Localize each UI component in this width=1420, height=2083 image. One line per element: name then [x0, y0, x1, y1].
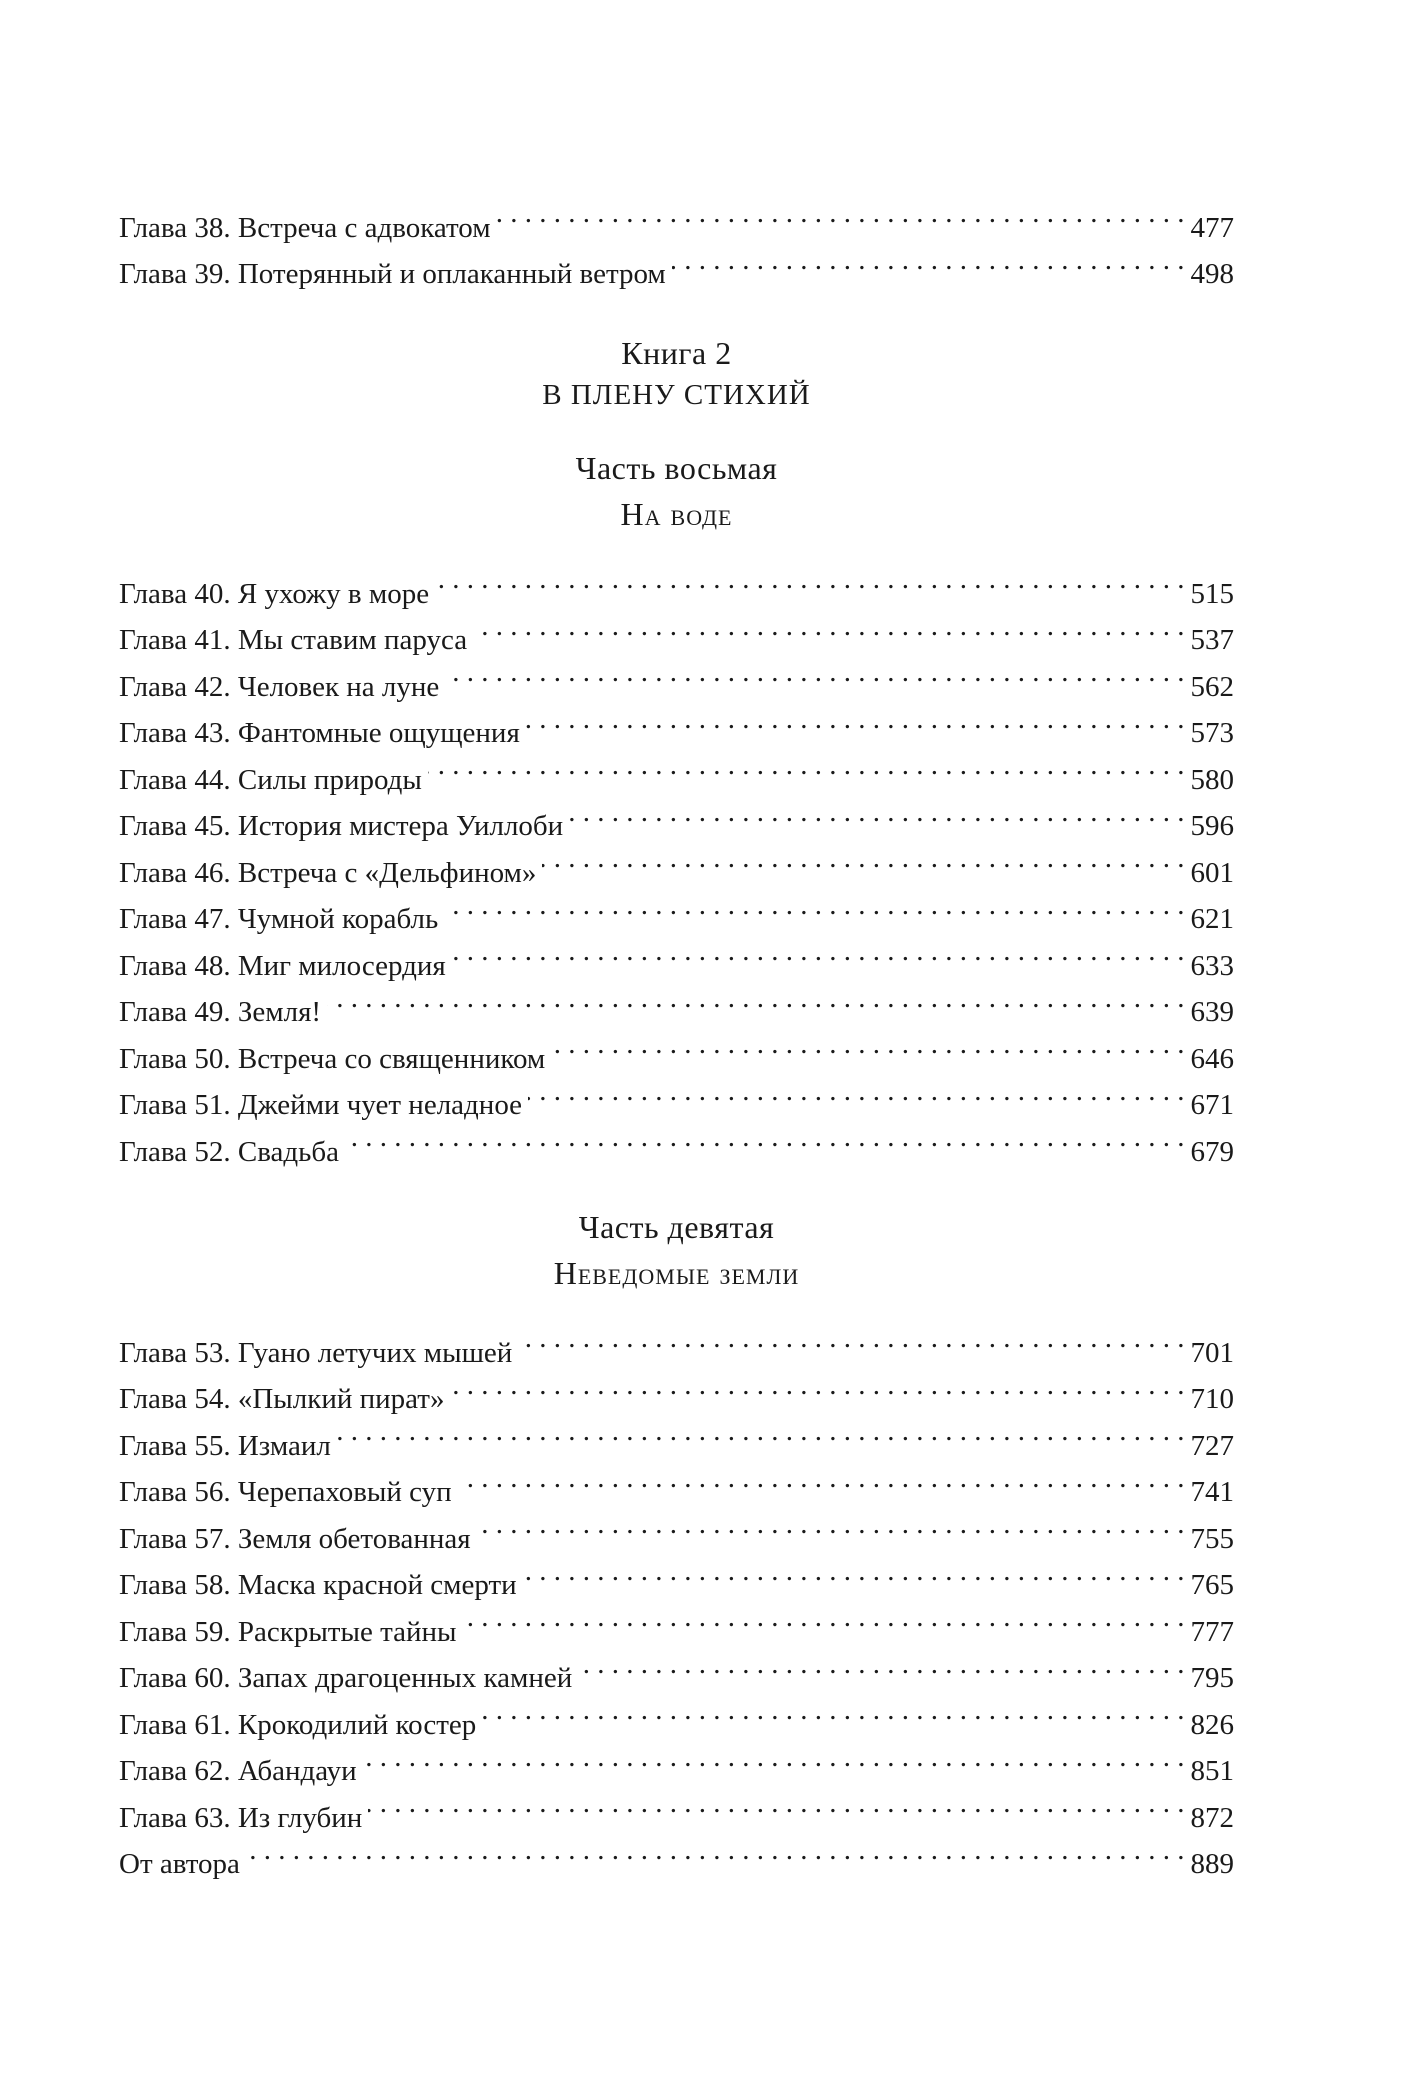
- top-entries: [119, 190, 1234, 290]
- entry-page: 826: [1190, 1708, 1234, 1741]
- entry-page: 621: [1190, 903, 1234, 935]
- part8-title: На воде: [620, 496, 733, 532]
- dot-leader: [345, 1114, 1185, 1161]
- entry-title: Глава 38. Встреча с адвокатом: [119, 211, 491, 244]
- entry-page: 498: [1190, 258, 1234, 290]
- dot-leader: [497, 190, 1185, 237]
- dot-leader: [672, 237, 1185, 284]
- book-label: Книга 2: [621, 335, 732, 371]
- entry-title: Глава 51. Джейми чует неладное: [119, 1089, 523, 1121]
- entry-title: Глава 41. Мы ставим паруса: [119, 624, 468, 656]
- entry-title: Глава 56. Черепаховый суп: [119, 1476, 452, 1508]
- entry-page: 537: [1190, 624, 1234, 656]
- dot-leader: [526, 696, 1185, 743]
- dot-leader: [368, 1780, 1184, 1827]
- toc-entry[interactable]: [119, 1827, 1234, 1880]
- dot-leader: [463, 1594, 1185, 1641]
- entry-page: 477: [1190, 211, 1234, 244]
- entry-page: 777: [1190, 1615, 1234, 1648]
- entry-title: Глава 55. Измаил: [119, 1429, 331, 1462]
- entry-page: 601: [1190, 856, 1234, 889]
- entry-page: 710: [1190, 1383, 1234, 1415]
- dot-leader: [444, 882, 1184, 929]
- entry-page: 633: [1190, 949, 1234, 982]
- dot-leader: [450, 1362, 1184, 1409]
- toc-entry[interactable]: [119, 1315, 1234, 1369]
- entry-page: 671: [1190, 1089, 1234, 1121]
- entry-page: 573: [1190, 717, 1234, 749]
- entry-title: Глава 49. Земля!: [119, 996, 322, 1028]
- dot-leader: [435, 556, 1184, 603]
- entry-title: Глава 58. Маска красной смерти: [119, 1569, 517, 1601]
- dot-leader: [246, 1827, 1185, 1874]
- dot-leader: [327, 975, 1184, 1022]
- entry-title: От автора: [119, 1848, 240, 1880]
- part8-label: Часть восьмая: [575, 450, 778, 486]
- dot-leader: [428, 742, 1185, 789]
- entry-title: Глава 48. Миг милосердия: [119, 949, 446, 982]
- dot-leader: [445, 649, 1184, 696]
- entry-page: 679: [1190, 1135, 1234, 1168]
- part9-entries: [119, 1315, 1234, 1880]
- entry-page: 515: [1190, 577, 1234, 610]
- entry-page: 580: [1190, 763, 1234, 796]
- entry-page: 701: [1190, 1336, 1234, 1369]
- part9-label: Часть девятая: [578, 1209, 775, 1245]
- entry-page: 562: [1190, 670, 1234, 703]
- entry-page: 727: [1190, 1429, 1234, 1462]
- entry-title: Глава 62. Абандауи: [119, 1755, 357, 1787]
- entry-page: 639: [1190, 996, 1234, 1028]
- dot-leader: [551, 1021, 1184, 1068]
- dot-leader: [337, 1408, 1185, 1455]
- dot-leader: [578, 1641, 1184, 1688]
- entry-title: Глава 59. Раскрытые тайны: [119, 1615, 457, 1648]
- entry-title: Глава 40. Я ухожу в море: [119, 577, 430, 610]
- entry-title: Глава 44. Силы природы: [119, 763, 422, 796]
- dot-leader: [528, 1068, 1184, 1115]
- entry-page: 851: [1190, 1755, 1234, 1787]
- entry-title: Глава 42. Человек на луне: [119, 670, 440, 703]
- part8-entries: [119, 556, 1234, 1168]
- toc-entry[interactable]: [119, 190, 1234, 244]
- entry-page: 646: [1190, 1042, 1234, 1075]
- entry-page: 889: [1190, 1848, 1234, 1880]
- entry-title: Глава 60. Запах драгоценных камней: [119, 1662, 573, 1694]
- entry-page: 872: [1190, 1801, 1234, 1834]
- part9-heading: [119, 1206, 1234, 1294]
- dot-leader: [473, 603, 1184, 650]
- entry-title: Глава 61. Крокодилий костер: [119, 1708, 477, 1741]
- entry-page: 741: [1190, 1476, 1234, 1508]
- dot-leader: [482, 1687, 1184, 1734]
- book-heading: [119, 332, 1234, 416]
- entry-title: Глава 46. Встреча с «Дельфином»: [119, 856, 537, 889]
- entry-title: Глава 47. Чумной корабль: [119, 903, 439, 935]
- dot-leader: [452, 928, 1185, 975]
- book-title: В ПЛЕНУ СТИХИЙ: [542, 379, 811, 411]
- dot-leader: [363, 1734, 1185, 1781]
- entry-page: 755: [1190, 1522, 1234, 1555]
- entry-page: 765: [1190, 1569, 1234, 1601]
- dot-leader: [458, 1455, 1185, 1502]
- dot-leader: [569, 789, 1184, 836]
- part8-heading: [119, 447, 1234, 535]
- entry-page: 596: [1190, 810, 1234, 842]
- entry-page: 795: [1190, 1662, 1234, 1694]
- entry-title: Глава 54. «Пылкий пират»: [119, 1383, 445, 1415]
- dot-leader: [523, 1548, 1185, 1595]
- dot-leader: [477, 1501, 1185, 1548]
- part9-title: Неведомые земли: [553, 1255, 800, 1291]
- dot-leader: [542, 835, 1184, 882]
- entry-title: Глава 43. Фантомные ощущения: [119, 717, 520, 749]
- dot-leader: [518, 1315, 1184, 1362]
- entry-title: Глава 50. Встреча со священником: [119, 1042, 546, 1075]
- entry-title: Глава 53. Гуано летучих мышей: [119, 1336, 513, 1369]
- entry-title: Глава 63. Из глубин: [119, 1801, 363, 1834]
- entry-title: Глава 57. Земля обетованная: [119, 1522, 471, 1555]
- entry-title: Глава 45. История мистера Уиллоби: [119, 810, 564, 842]
- entry-title: Глава 52. Свадьба: [119, 1135, 339, 1168]
- entry-title: Глава 39. Потерянный и оплаканный ветром: [119, 258, 666, 290]
- toc-entry[interactable]: [119, 556, 1234, 610]
